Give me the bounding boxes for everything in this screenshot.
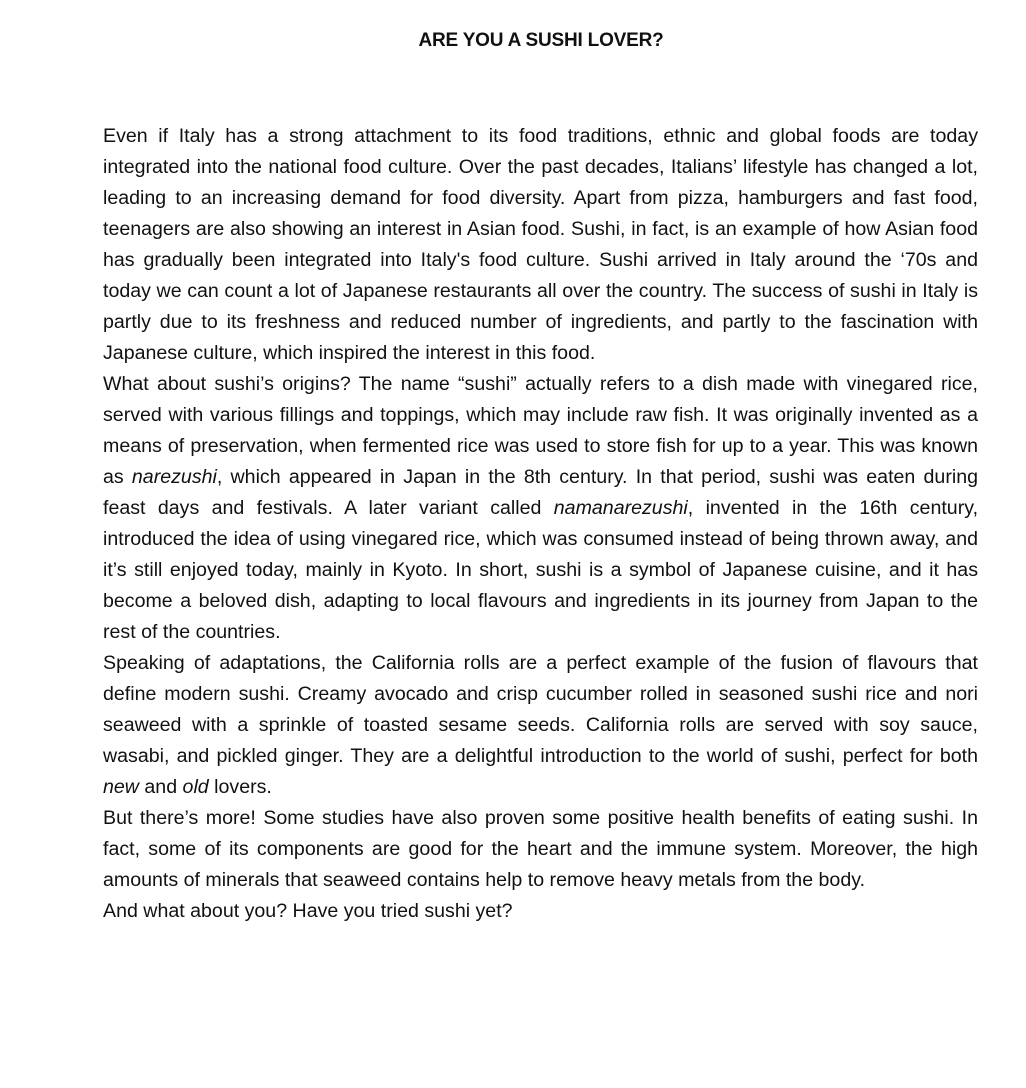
paragraph-text: and (138, 776, 183, 798)
italic-term-narezushi: narezushi (131, 466, 217, 488)
document-title: ARE YOU A SUSHI LOVER? (418, 30, 664, 51)
italic-word-new: new (103, 776, 139, 798)
paragraph-text: But there’s more! Some studies have also proven some positive health benefits of eating sushi. In fact, some of its components are good for the heart and the immune system. Moreover, the high amounts of minerals that seaweed contains help to remove heavy metals from the body. (103, 807, 978, 891)
paragraph-california-rolls (103, 648, 978, 803)
paragraph-text: Even if Italy has a strong attachment to its food traditions, ethnic and global foods are today integrated into the national food culture. Over the past decades, Italians’ lifestyle has changed a lot, leading to an increasing demand for food diversity. Apart from pizza, hamburgers and fast food, teenagers are also showing an interest in Asian food. Sushi, in fact, is an example of how Asian food has gradually been integrated into Italy's food culture. Sushi arrived in Italy around the ‘70s and today we can count a lot of Japanese restaurants all over the country. The success of sushi in Italy is partly due to its freshness and reduced number of ingredients, and partly to the fascination with Japanese culture, which inspired the interest in this food. (103, 125, 978, 364)
paragraph-intro (103, 121, 978, 369)
italic-term-namanarezushi: namanarezushi (553, 497, 688, 519)
paragraph-health (103, 803, 978, 896)
paragraph-origins (103, 369, 978, 648)
paragraph-text: Speaking of adaptations, the California rolls are a perfect example of the fusion of flavours that define modern sushi. Creamy avocado and crisp cucumber rolled in seasoned sushi rice and nori seaweed with a sprinkle of toasted sesame seeds. California rolls are served with soy sauce, wasabi, and pickled ginger. They are a delightful introduction to the world of sushi, perfect for both (103, 652, 978, 767)
paragraph-closing-question (103, 896, 978, 927)
paragraph-text: And what about you? Have you tried sushi yet? (103, 900, 513, 922)
italic-word-old: old (182, 776, 209, 798)
article-body (103, 121, 978, 927)
paragraph-text: lovers. (208, 776, 272, 798)
paragraph-text: , which appeared in Japan in the 8th century. In that period, sushi was eaten during feast days and festivals. A later variant called (103, 466, 978, 519)
paragraph-text: , invented in the 16th century, introduced the idea of using vinegared rice, which was consumed instead of being thrown away, and it’s still enjoyed today, mainly in Kyoto. In short, sushi is a symbol of Japanese cuisine, and it has become a beloved dish, adapting to local flavours and ingredients in its journey from Japan to the rest of the countries. (103, 497, 979, 643)
paragraph-text: What about sushi’s origins? The name “sushi” actually refers to a dish made with vinegared rice, served with various fillings and toppings, which may include raw fish. It was originally invented as a means of preservation, when fermented rice was used to store fish for up to a year. This was known as (103, 373, 978, 488)
